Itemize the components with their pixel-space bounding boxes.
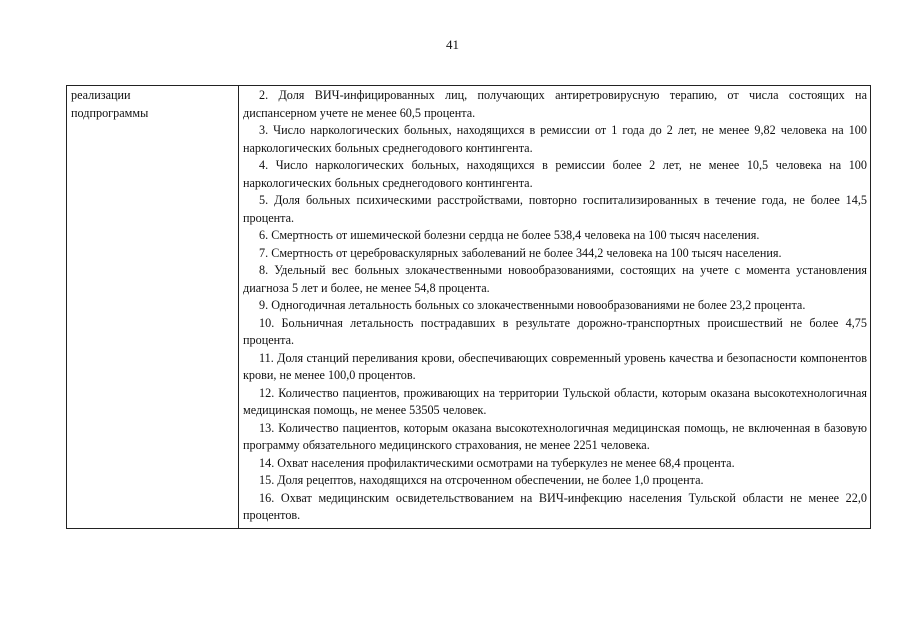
table-row xyxy=(67,86,871,529)
indicator-item: 6. Смертность от ишемической болезни сердца не более 538,4 человека на 100 тысяч населения. xyxy=(259,228,760,242)
indicator-item: 8. Удельный вес больных злокачественными новообразованиями, состоящих на учете с момента установления диагноза 5 лет и более, не менее 54,8 процента. xyxy=(243,263,867,295)
indicator-item: 16. Охват медицинским освидетельствованием на ВИЧ-инфекцию населения Тульской области не менее 22,0 процентов. xyxy=(243,490,867,522)
indicator-item: 9. Одногодичная летальность больных со злокачественными новообразованиями не более 23,2 процента. xyxy=(259,298,806,312)
indicator-item: 2. Доля ВИЧ-инфицированных лиц, получающих антиретровирусную терапию, от числа состоящих на диспансерном учете не менее 60,5 процента. xyxy=(243,88,867,120)
section-label-line: реализации xyxy=(71,88,131,102)
indicator-item: 10. Больничная летальность пострадавших в результате дорожно-транспортных происшествий не более 4,75 процента. xyxy=(243,315,867,347)
indicator-item: 3. Число наркологических больных, находящихся в ремиссии от 1 года до 2 лет, не менее 9,82 человека на 100 наркологических больных среднегодового контингента. xyxy=(243,123,867,155)
section-label-cell xyxy=(67,86,239,529)
indicator-item: 15. Доля рецептов, находящихся на отсроченном обеспечении, не более 1,0 процента. xyxy=(259,473,704,487)
page-number: 41 xyxy=(446,37,459,52)
indicator-item: 5. Доля больных психическими расстройствами, повторно госпитализированных в течение года, не более 14,5 процента. xyxy=(243,193,867,225)
section-label-line: подпрограммы xyxy=(71,105,149,120)
indicator-item: 13. Количество пациентов, которым оказана высокотехнологичная медицинская помощь, не включенная в базовую программу обязательного медицинского страхования, не менее 2251 человека. xyxy=(243,420,867,452)
indicators-cell xyxy=(239,86,871,529)
indicator-item: 11. Доля станций переливания крови, обеспечивающих современный уровень качества и безопасности компонентов крови, не менее 100,0 процентов. xyxy=(243,350,867,382)
indicator-item: 12. Количество пациентов, проживающих на территории Тульской области, которым оказана высокотехнологичная медицинская помощь, не менее 53505 человек. xyxy=(243,385,867,417)
indicator-item: 14. Охват населения профилактическими осмотрами на туберкулез не менее 68,4 процента. xyxy=(259,455,735,470)
indicator-item: 7. Смертность от цереброваскулярных заболеваний не более 344,2 человека на 100 тысяч населения. xyxy=(259,245,782,260)
indicator-item: 4. Число наркологических больных, находящихся в ремиссии более 2 лет, не менее 10,5 человека на 100 наркологических больных среднегодового контингента. xyxy=(243,158,867,190)
indicator-table xyxy=(66,85,871,529)
